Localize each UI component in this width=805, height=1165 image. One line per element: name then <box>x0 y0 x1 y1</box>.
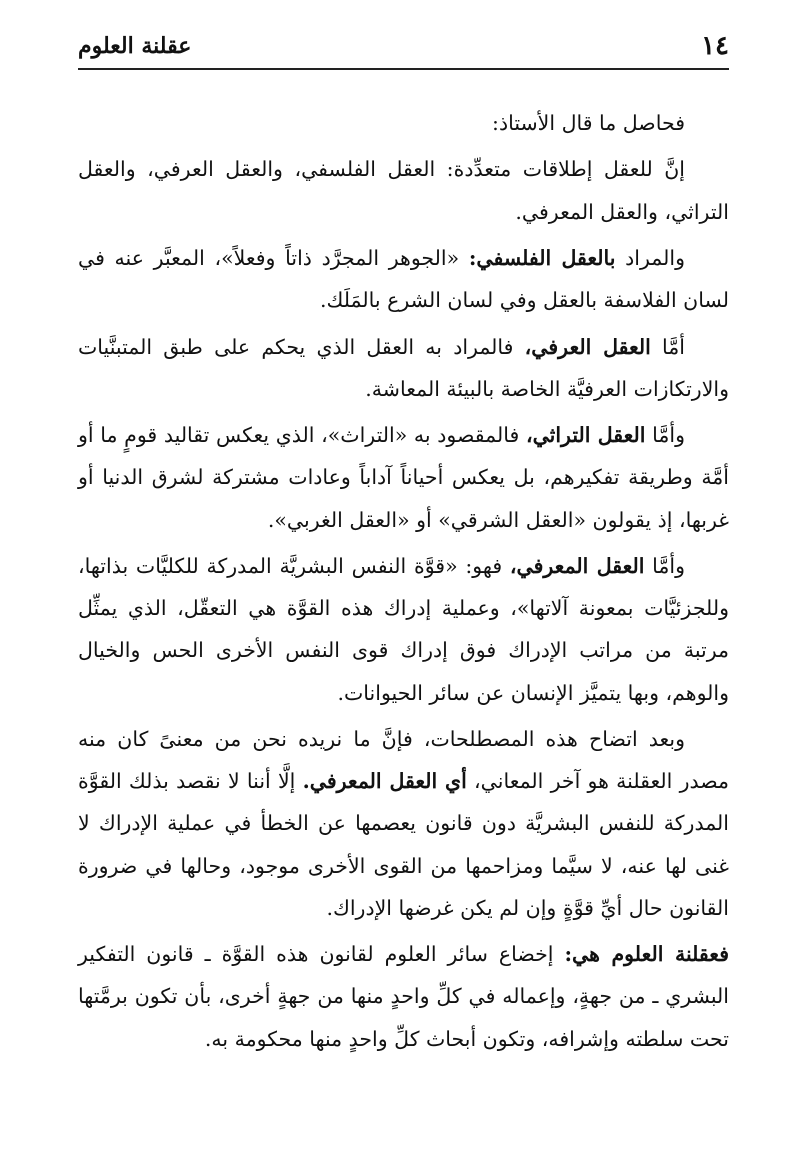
text-run: فالمقصود به «التراث»، الذي يعكس تقاليد قومٍ ما أو أمَّة وطريقة تفكيرهم، بل يعكس أحياناً آداباً وعادات مشتركة لشرق الدنيا أو غربها، إذ يقولون «العقل الشرقي» أو «العقل الغربي». <box>78 423 729 532</box>
paragraph <box>78 148 729 232</box>
paragraph <box>78 414 729 541</box>
paragraph <box>78 237 729 321</box>
text-run: إخضاع سائر العلوم لقانون هذه القوَّة ـ قانون التفكير البشري ـ من جهةٍ، وإعماله في كلِّ واحدٍ منها من جهةٍ أخرى، بأن تكون برمَّتها تحت سلطته وإشرافه، وتكون أبحاث كلِّ واحدٍ منها محكومة به. <box>78 942 729 1051</box>
text-run: وأمَّا <box>644 553 685 578</box>
text-run: «الجوهر المجرَّد ذاتاً وفعلاً»، المعبَّر عنه في لسان الفلاسفة بالعقل وفي لسان الشرع بالمَلَك. <box>78 245 729 313</box>
bold-term: بالعقل الفلسفي: <box>468 245 616 270</box>
text-run: فحاصل ما قال الأستاذ: <box>492 111 685 135</box>
page-header <box>78 22 729 66</box>
text-run: إنَّ للعقل إطلاقات متعدِّدة: العقل الفلسفي، والعقل العرفي، والعقل التراثي، والعقل المعرفي. <box>78 157 729 224</box>
header-rule <box>78 68 729 70</box>
paragraph <box>78 718 729 929</box>
paragraph <box>78 545 729 714</box>
bold-term: فعقلنة العلوم هي: <box>564 942 729 967</box>
running-title: عقلنة العلوم <box>78 33 192 59</box>
bold-term: أي العقل المعرفي. <box>302 769 467 794</box>
text-run: وبعد اتضاح هذه المصطلحات، فإنَّ ما نريده نحن من معنىً كان منه مصدر العقلنة هو آخر المعاني، <box>78 726 729 794</box>
text-run: والمراد <box>615 245 685 270</box>
bold-term: العقل المعرفي، <box>509 553 645 578</box>
text-run: وأمَّا <box>645 423 685 448</box>
paragraph <box>78 102 729 144</box>
bold-term: العقل التراثي، <box>525 423 646 448</box>
page-number: ١٤ <box>701 31 729 61</box>
bold-term: العقل العرفي، <box>524 334 651 359</box>
text-run: أمَّا <box>650 334 685 359</box>
text-run: إلَّا أننا لا نقصد بذلك القوَّة المدركة للنفس البشريَّة دون قانون يعصمها عن الخطأ في عملية الإدراك لا غنى لها عنه، لا سيَّما ومزاحمها من القوى الأخرى موجود، وحالها في ضرورة القانون حال أيِّ قوَّةٍ وإن لم يكن غرضها الإدراك. <box>78 769 729 920</box>
page-body <box>78 102 729 1145</box>
paragraph <box>78 933 729 1060</box>
text-run: فهو: «قوَّة النفس البشريَّة المدركة للكليَّات بذاتها، وللجزئيَّات بمعونة آلاتها»، وعملية إدراك هذه القوَّة هي التعقّل، الذي يمثِّل مرتبة من مراتب الإدراك فوق إدراك قوى النفس الأخرى الحس والخيال والوهم، وبها يتميَّز الإنسان عن سائر الحيوانات. <box>78 553 729 705</box>
paragraph <box>78 326 729 410</box>
text-run: فالمراد به العقل الذي يحكم على طبق المتبنَّيات والارتكازات العرفيَّة الخاصة بالبيئة المعاشة. <box>78 334 729 401</box>
